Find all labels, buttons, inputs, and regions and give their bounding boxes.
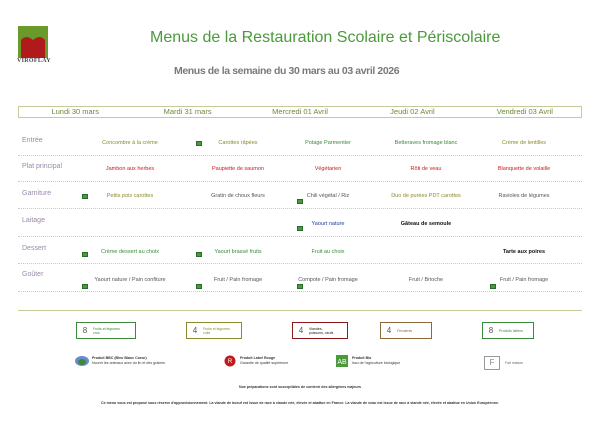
page-title: Menus de la Restauration Scolaire et Périscolaire <box>150 29 501 46</box>
menu-cell: Paupiette de saumon <box>212 166 264 172</box>
week-subtitle: Menus de la semaine du 30 mars au 03 avril 2026 <box>174 65 400 77</box>
menu-cell: Fruit / Brioche <box>408 277 444 283</box>
menu-cell: Yaourt nature / Pain confiture <box>94 277 166 283</box>
svg-text:AB: AB <box>337 359 347 366</box>
legend-cuits <box>186 322 242 339</box>
menu-cell: Jambon aux herbes <box>105 166 155 172</box>
bio-icon <box>297 284 303 289</box>
menu-cell: Fruit au choix <box>311 249 345 255</box>
bio-icon <box>196 284 202 289</box>
svg-text:R: R <box>227 359 233 365</box>
day-header: Lundi 30 mars <box>51 107 99 116</box>
menu-cell: Carottes râpées <box>218 140 258 146</box>
menu-cell: Gratin de choux fleurs <box>211 193 265 199</box>
bio-icon <box>297 199 303 204</box>
bio-icon <box>490 284 496 289</box>
row-divider <box>18 236 582 237</box>
legend-count: 4 <box>192 326 198 335</box>
menu-cell: Crème de lentilles <box>501 140 547 146</box>
row-divider <box>18 181 582 182</box>
bio-ab-icon <box>334 355 350 367</box>
legend-count: 4 <box>386 326 392 335</box>
row-divider <box>18 291 582 292</box>
row-divider <box>18 208 582 209</box>
menu-cell: Rôti de veau <box>410 166 442 172</box>
table-bottom-border <box>18 310 582 311</box>
menu-cell: Gâteau de semoule <box>400 221 452 227</box>
legend-viandes <box>292 322 348 339</box>
label-rouge-title: Produit Label Rouge <box>240 356 276 360</box>
day-header: Vendredi 03 Avril <box>496 107 553 116</box>
supply-note: Ce menu vous est proposé sous réserve d'approvisionnement. La viande de boeuf est issue de race à viande née, élevée et abattue en France. La viande de veau est issue de race à viande née, élevée et abattue en Union Européenne. <box>101 401 499 405</box>
legend-label: Viandes, poissons, oeufs <box>309 326 334 335</box>
legend-label: Féculents <box>397 328 413 333</box>
row-label-gouter: Goûter <box>22 271 44 278</box>
legend-feculents <box>380 322 432 339</box>
row-divider <box>18 155 582 156</box>
row-label-laitage: Laitage <box>22 217 45 224</box>
menu-cell: Ravioles de légumes <box>498 193 550 199</box>
menu-cell: Tarte aux poires <box>502 249 546 255</box>
day-header: Mercredi 01 Avril <box>272 107 328 116</box>
row-label-dessert: Dessert <box>22 245 47 252</box>
legend-count: 8 <box>488 326 494 335</box>
bbc-title: Produit BBC (Bleu Blanc Coeur) <box>92 356 147 360</box>
menu-cell: Crème dessert au choix <box>100 249 160 255</box>
viroflay-logo <box>18 26 48 58</box>
legend-count: 8 <box>82 326 88 335</box>
menu-cell: Petits pois carottes <box>106 193 154 199</box>
bio-subtitle: Issu de l'agriculture biologique <box>352 360 401 365</box>
row-label-entree: Entrée <box>22 137 43 144</box>
fait-maison-label: Fait maison <box>505 361 524 365</box>
legend-count: 4 <box>298 326 304 335</box>
menu-cell: Végétarien <box>314 166 342 172</box>
legend-crus <box>76 322 136 339</box>
logo-text: VIROFLAY <box>17 58 51 64</box>
row-divider <box>18 263 582 264</box>
bbc-label <box>92 356 165 365</box>
menu-cell: Duo de purées PDT carottes <box>391 193 461 199</box>
day-header: Jeudi 02 Avril <box>390 107 435 116</box>
menu-cell: Chili végétal / Riz <box>306 193 350 199</box>
legend-label: Fruits et légumes cuits <box>203 326 230 335</box>
menu-cell: Potage Parmentier <box>305 140 351 146</box>
label-rouge-icon <box>222 355 238 367</box>
menu-cell: Compote / Pain fromage <box>298 277 358 283</box>
menu-cell: Yaourt brassé fruits <box>214 249 262 255</box>
allergen-note: Nos préparations sont susceptibles de contenir des allergènes majeurs <box>238 385 362 389</box>
fait-maison-icon: F <box>484 356 500 370</box>
legend-label: Produits laitiers <box>499 328 523 333</box>
legend-laitiers <box>482 322 534 339</box>
menu-cell: Fruit / Pain fromage <box>499 277 549 283</box>
bio-icon <box>82 284 88 289</box>
days-header <box>18 106 582 118</box>
menu-cell: Fruit / Pain fromage <box>213 277 263 283</box>
bio-label <box>352 356 400 365</box>
row-label-garniture: Garniture <box>22 190 52 197</box>
bio-title: Produit Bio <box>352 356 372 360</box>
day-header: Mardi 31 mars <box>163 107 212 116</box>
menu-cell: Betteraves fromage blanc <box>394 140 458 146</box>
row-label-plat: Plat principal <box>22 163 63 170</box>
menu-cell: Yaourt nature <box>311 221 345 227</box>
legend-label: Fruits et légumes crus <box>93 326 120 335</box>
label-rouge-subtitle: Garantie de qualité supérieure <box>240 360 289 365</box>
menu-cell: Concombre à la crème <box>102 140 158 146</box>
bleu-blanc-coeur-icon <box>74 355 90 367</box>
bbc-subtitle: Nourrir les animaux avec du lin et des graines <box>92 360 165 365</box>
menu-cell: Blanquette de volaille <box>497 166 551 172</box>
label-rouge-label <box>240 356 288 365</box>
